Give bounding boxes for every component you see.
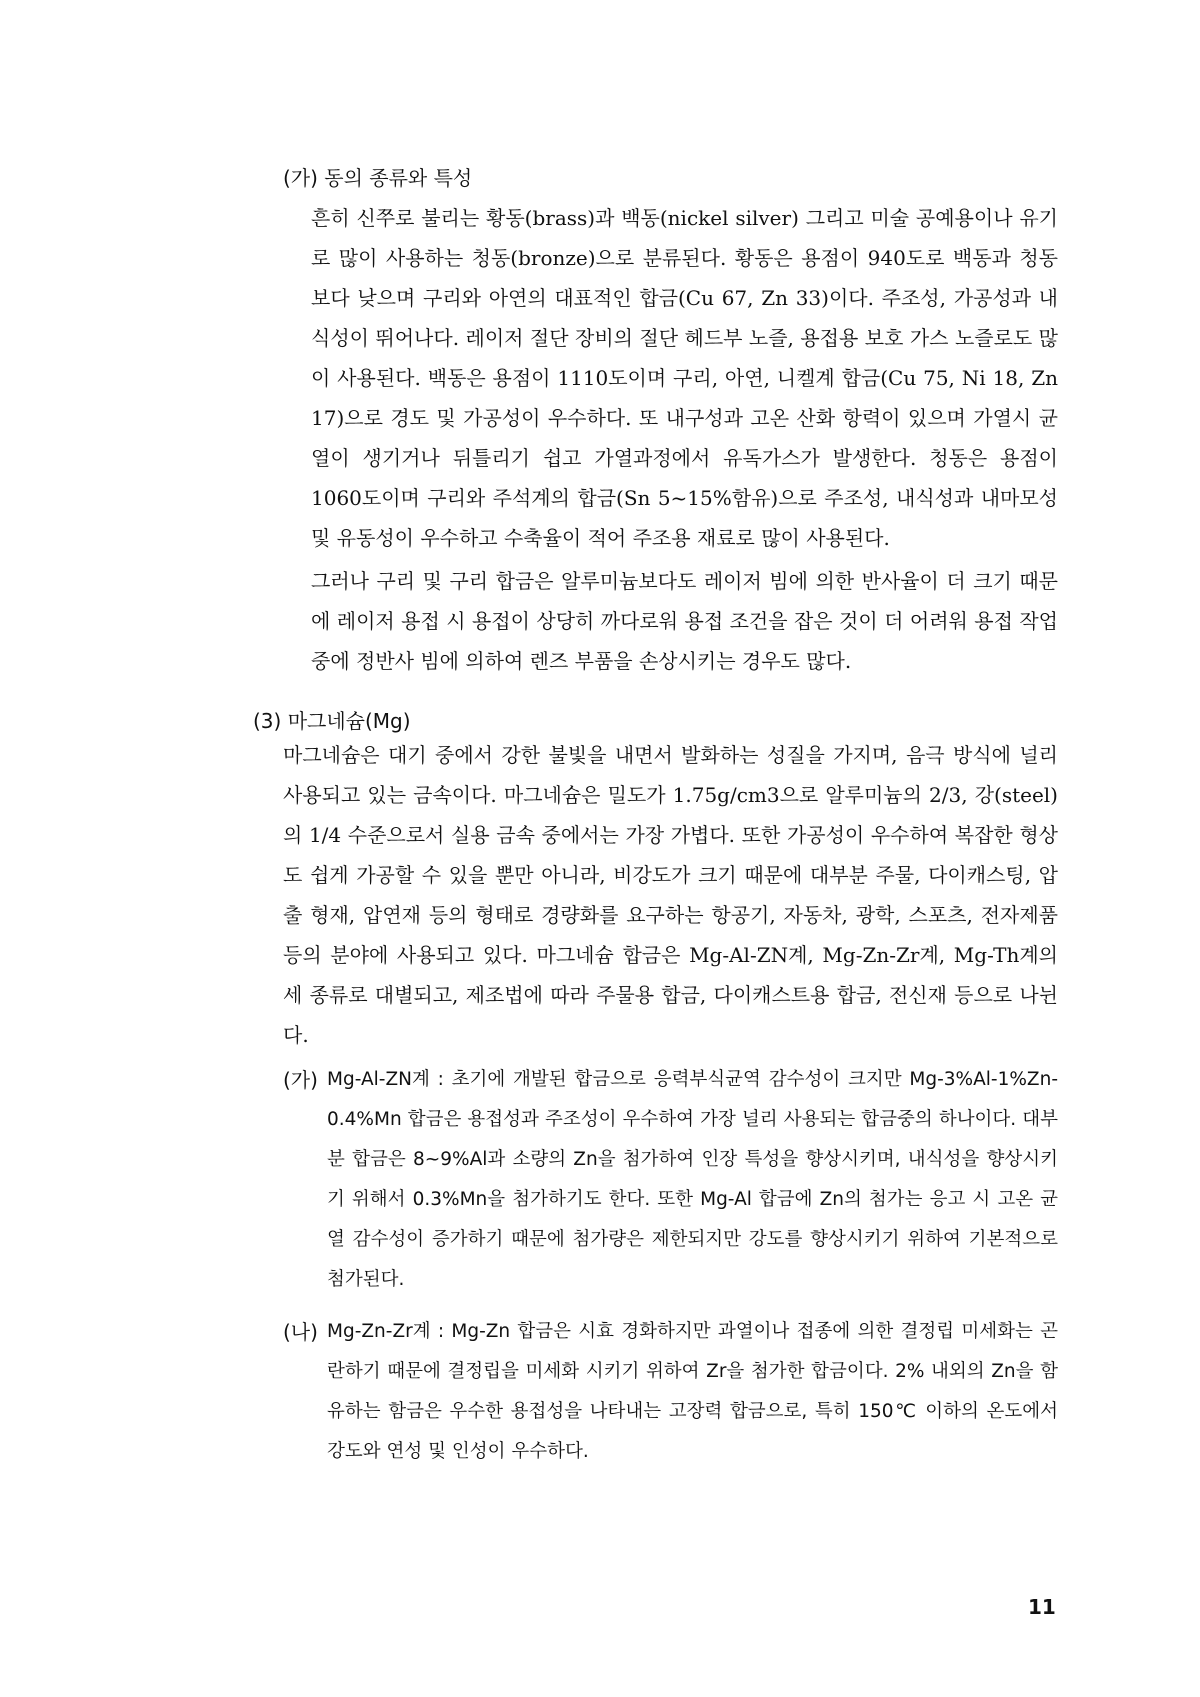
magnesium-paragraph: 마그네슘은 대기 중에서 강한 불빛을 내면서 발화하는 성질을 가지며, 음극 방식에 널리 사용되고 있는 금속이다. 마그네슘은 밀도가 1.75g/cm3으로 알루미늄의 2/3, 강(steel)의 1/4 수준으로서 실용 금속 중에서는 가장 가볍다. 또한 가공성이 우수하여 복잡한 형상도 쉽게 가공할 수 있을 뿐만 아니라, 비강도가 크기 때문에 대부분 주물, 다이캐스팅, 압출 형재, 압연재 등의 형태로 경량화를 요구하는 항공기, 자동차, 광학, 스포츠, 전자제품 등의 분야에 사용되고 있다. 마그네슘 합금은 Mg-Al-ZN계, Mg-Zn-Zr계, Mg-Th계의 세 종류로 대별되고, 제조법에 따라 주물용 합금, 다이캐스트용 합금, 전신재 등으로 나뉜다. bbox=[283, 743, 1058, 1047]
section-heading-copper-types: (가) 동의 종류와 특성 bbox=[283, 166, 473, 190]
list-item-text: Mg-Al-ZN계 : 초기에 개발된 합금으로 응력부식균역 감수성이 크지만 Mg-3%Al-1%Zn-0.4%Mn 합금은 용접성과 주조성이 우수하여 가장 널리 사용되는 합금중의 하나이다. 대부분 합금은 8~9%Al과 소량의 Zn을 첨가하여 인장 특성을 향상시키며, 내식성을 향상시키기 위해서 0.3%Mn을 첨가하기도 한다. 또한 Mg-Al 합금에 Zn의 첨가는 응고 시 고온 균열 감수성이 증가하기 때문에 첨가량은 제한되지만 강도를 향상시키기 위하여 기본적으로 첨가된다. bbox=[327, 1069, 1058, 1290]
list-item-label: (나) bbox=[283, 1320, 318, 1344]
page-number: 11 bbox=[1028, 1595, 1056, 1619]
list-item-mg-zn-zr bbox=[283, 1312, 1058, 1472]
list-item-text: Mg-Zn-Zr계 : Mg-Zn 합금은 시효 경화하지만 과열이나 접종에 의한 결정립 미세화는 곤란하기 때문에 결정립을 미세화 시키기 위하여 Zr을 첨가한 합금이다. 2% 내외의 Zn을 함유하는 함금은 우수한 용접성을 나타내는 고장력 합금으로, 특히 150℃ 이하의 온도에서 강도와 연성 및 인성이 우수하다. bbox=[327, 1321, 1058, 1462]
list-item-mg-al-zn bbox=[283, 1060, 1058, 1300]
copper-types-paragraph: 흔히 신쭈로 불리는 황동(brass)과 백동(nickel silver) 그리고 미술 공예용이나 유기로 많이 사용하는 청동(bronze)으로 분류된다. 황동은 용점이 940도로 백동과 청동보다 낮으며 구리와 아연의 대표적인 합금(Cu 67, Zn 33)이다. 주조성, 가공성과 내식성이 뛰어나다. 레이저 절단 장비의 절단 헤드부 노즐, 용접용 보호 가스 노즐로도 많이 사용된다. 백동은 용점이 1110도이며 구리, 아연, 니켈계 합금(Cu 75, Ni 18, Zn 17)으로 경도 및 가공성이 우수하다. 또 내구성과 고온 산화 항력이 있으며 가열시 균열이 생기거나 뒤틀리기 쉽고 가열과정에서 유독가스가 발생한다. 청동은 용점이 1060도이며 구리와 주석계의 합금(Sn 5~15%함유)으로 주조성, 내식성과 내마모성 및 유동성이 우수하고 수축율이 적어 주조용 재료로 많이 사용된다. bbox=[311, 206, 1058, 550]
copper-reflectivity-paragraph: 그러나 구리 및 구리 합금은 알루미늄보다도 레이저 빔에 의한 반사율이 더 크기 때문에 레이저 용접 시 용접이 상당히 까다로워 용접 조건을 잡은 것이 더 어려워 용접 작업 중에 정반사 빔에 의하여 렌즈 부품을 손상시키는 경우도 많다. bbox=[311, 569, 1058, 673]
section-heading-magnesium: (3) 마그네슘(Mg) bbox=[253, 709, 411, 733]
list-item-label: (가) bbox=[283, 1068, 318, 1092]
